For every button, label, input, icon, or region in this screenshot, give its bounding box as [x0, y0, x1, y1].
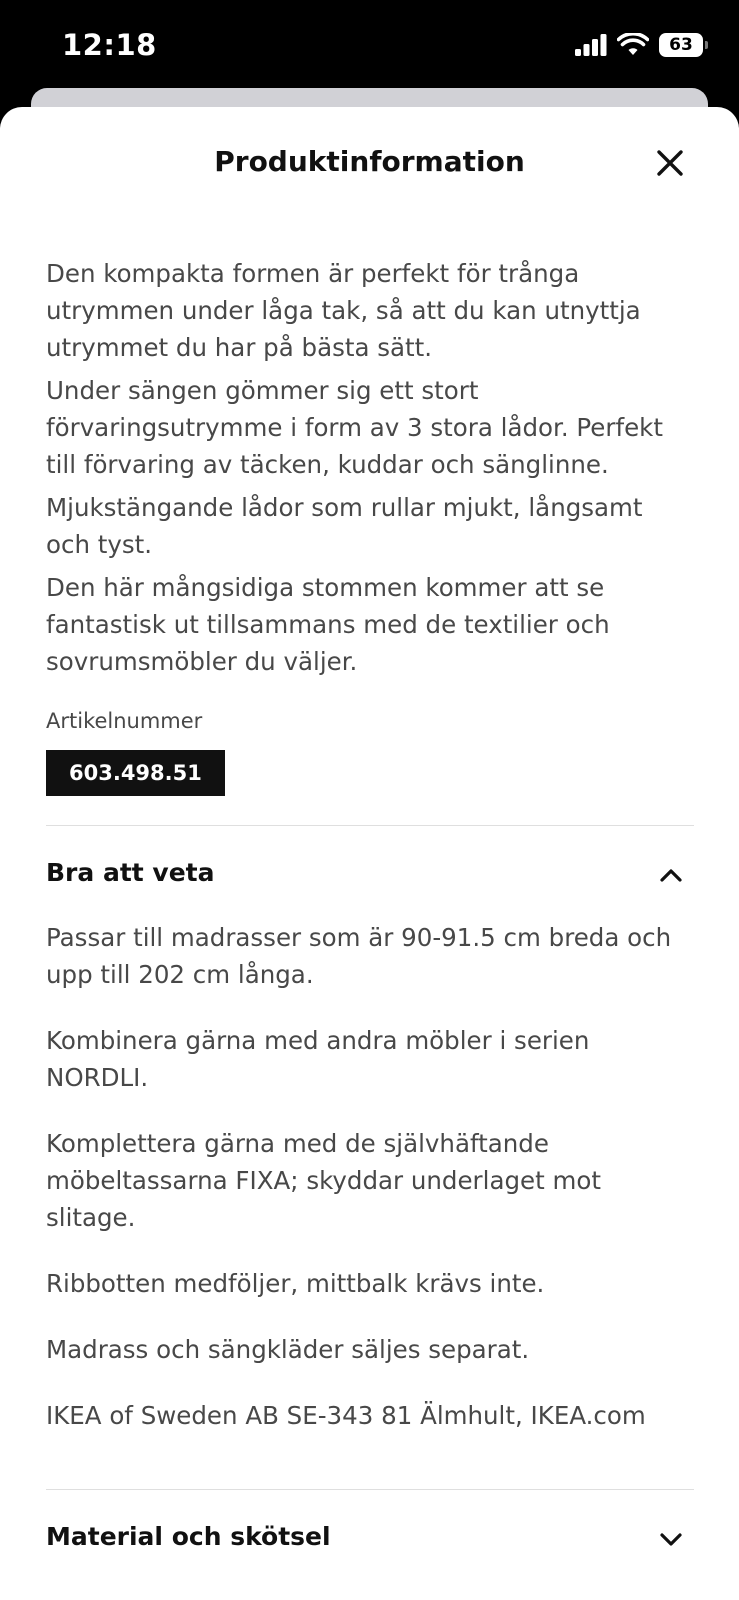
chevron-down-icon	[658, 1526, 684, 1552]
material-care-accordion-header[interactable]	[46, 1490, 694, 1585]
cellular-signal-icon	[575, 34, 607, 56]
good-to-know-title: Bra att veta	[46, 858, 215, 887]
description-paragraph: Mjukstängande lådor som rullar mjukt, långsamt och tyst.	[46, 493, 643, 559]
product-info-sheet	[0, 107, 739, 1600]
article-number-label: Artikelnummer	[46, 709, 203, 733]
close-icon[interactable]	[650, 143, 690, 183]
good-to-know-item: IKEA of Sweden AB SE-343 81 Älmhult, IKEA.com	[46, 1401, 646, 1430]
chevron-up-icon	[658, 862, 684, 888]
good-to-know-item: Komplettera gärna med de självhäftande möbeltassarna FIXA; skyddar underlaget mot slitage.	[46, 1129, 601, 1232]
material-care-title: Material och skötsel	[46, 1522, 331, 1551]
good-to-know-item: Kombinera gärna med andra möbler i serien NORDLI.	[46, 1026, 590, 1092]
description-paragraph: Den kompakta formen är perfekt för trånga utrymmen under låga tak, så att du kan utnyttja utrymmet du har på bästa sätt.	[46, 259, 641, 362]
article-number-badge: 603.498.51	[46, 750, 225, 796]
status-time: 12:18	[62, 28, 157, 62]
description-paragraph: Under sängen gömmer sig ett stort förvaringsutrymme i form av 3 stora lådor. Perfekt till förvaring av täcken, kuddar och sänglinne.	[46, 376, 663, 479]
status-icons	[575, 33, 703, 57]
good-to-know-item: Madrass och sängkläder säljes separat.	[46, 1335, 530, 1364]
good-to-know-accordion-header[interactable]	[46, 826, 694, 921]
good-to-know-content	[46, 919, 694, 1434]
sheet-content	[46, 255, 694, 1585]
wifi-icon	[617, 33, 649, 57]
good-to-know-item: Ribbotten medföljer, mittbalk krävs inte.	[46, 1269, 545, 1298]
status-bar	[0, 0, 739, 95]
sheet-title: Produktinformation	[214, 145, 525, 178]
good-to-know-item: Passar till madrasser som är 90-91.5 cm breda och upp till 202 cm långa.	[46, 923, 672, 989]
battery-icon: 63	[659, 33, 703, 57]
description-paragraph: Den här mångsidiga stommen kommer att se fantastisk ut tillsammans med de textilier och sovrumsmöbler du väljer.	[46, 573, 610, 676]
